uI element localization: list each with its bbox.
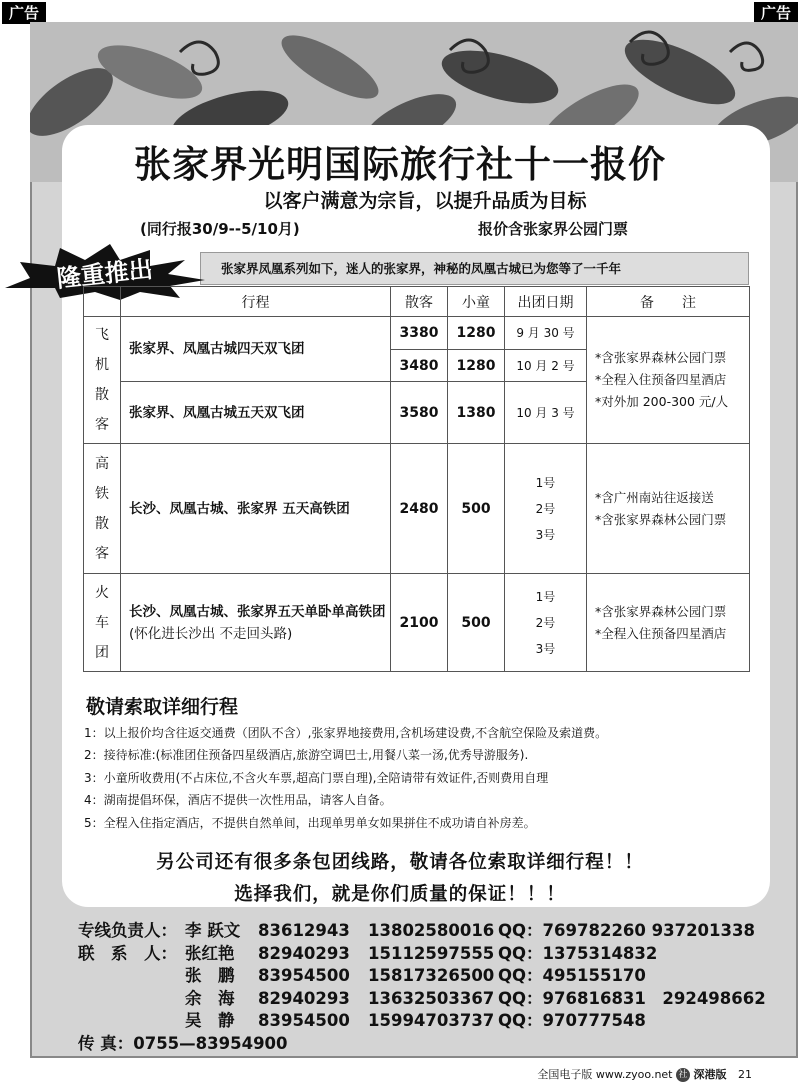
table-header-row <box>84 287 750 317</box>
adult-price: 3380 <box>391 317 448 350</box>
depart-dates: 1号 2号 3号 <box>505 574 587 672</box>
category-rail: 高 铁 散 客 <box>84 444 121 574</box>
page-footer <box>537 1066 752 1082</box>
adult-price: 2480 <box>391 444 448 574</box>
page-title: 张家界光明国际旅行社十一报价 <box>134 143 666 186</box>
edition-text: 全国电子版 www.zyoo.net <box>537 1068 673 1081</box>
list-item: 1：以上报价均含往返交通费（团队不含）,张家界地接费用,含机场建设费,不含航空保险及索道费。 <box>84 726 608 740</box>
promo-burst-label: 隆重推出 <box>55 255 154 293</box>
child-price: 1380 <box>448 382 505 444</box>
list-item: 3：小童所收费用(不占床位,不含火车票,超高门票自理),全陪请带有效证件,否则费用自理 <box>84 770 549 785</box>
slogan: 以客户满意为宗旨，以提升品质为目标 <box>263 190 587 212</box>
header-adult: 散客 <box>391 287 448 317</box>
child-price: 500 <box>448 444 505 574</box>
adult-price: 2100 <box>391 574 448 672</box>
terms-list <box>84 722 607 834</box>
series-banner: 张家界凤凰系列如下，迷人的张家界，神秘的凤凰古城已为您等了一千年 <box>200 252 749 285</box>
depart-date: 10 月 2 号 <box>505 350 587 382</box>
depart-date: 10 月 3 号 <box>505 382 587 444</box>
list-item: 5：全程入住指定酒店，不提供自然单间，出现单男单女如果拼住不成功请自补房差。 <box>84 815 536 830</box>
route-name: 长沙、凤凰古城、张家界五天单卧单高铁团(怀化进长沙出 不走回头路) <box>121 574 391 672</box>
header-child: 小童 <box>448 287 505 317</box>
notes-flight: *含张家界森林公园门票 *全程入住预备四星酒店 *对外加 200-300 元/人 <box>587 317 750 444</box>
category-train: 火 车 团 <box>84 574 121 672</box>
notes-train: *含张家界森林公园门票 *全程入住预备四星酒店 <box>587 574 750 672</box>
route-name: 张家界、凤凰古城四天双飞团 <box>121 317 391 382</box>
ad-tag-left: 广告 <box>2 2 46 24</box>
adult-price: 3480 <box>391 350 448 382</box>
logo-badge-icon: 社 <box>676 1068 690 1082</box>
header-date: 出团日期 <box>505 287 587 317</box>
category-flight: 飞 机 散 客 <box>84 317 121 444</box>
notes-rail: *含广州南站往返接送 *含张家界森林公园门票 <box>587 444 750 574</box>
depart-date: 9 月 30 号 <box>505 317 587 350</box>
depart-dates: 1号 2号 3号 <box>505 444 587 574</box>
adult-price: 3580 <box>391 382 448 444</box>
child-price: 1280 <box>448 350 505 382</box>
details-heading: 敬请索取详细行程 <box>86 696 239 718</box>
ad-tag-right: 广告 <box>754 2 798 24</box>
table-row <box>84 317 750 350</box>
region-label: 深港版 <box>693 1068 727 1081</box>
page-number: 21 <box>738 1068 752 1081</box>
price-table <box>83 286 750 672</box>
ticket-note: 报价含张家界公园门票 <box>478 220 629 238</box>
promo-line-1: 另公司还有很多条包团线路，敬请各位索取详细行程！！ <box>156 852 644 873</box>
promo-line-2: 选择我们，就是你们质量的保证！！！ <box>234 884 566 905</box>
list-item: 2：接待标准:(标准团住预备四星级酒店,旅游空调巴士,用餐八菜一汤,优秀导游服务). <box>84 748 529 763</box>
header-route: 行程 <box>121 287 391 317</box>
table-row <box>84 444 750 574</box>
header-notes: 备 注 <box>587 287 750 317</box>
table-row <box>84 574 750 672</box>
child-price: 1280 <box>448 317 505 350</box>
child-price: 500 <box>448 574 505 672</box>
route-name: 张家界、凤凰古城五天双飞团 <box>121 382 391 444</box>
list-item: 4：湖南提倡环保，酒店不提供一次性用品，请客人自备。 <box>84 793 392 808</box>
route-name: 长沙、凤凰古城、张家界 五天高铁团 <box>121 444 391 574</box>
peer-period: (同行报30/9--5/10月) <box>140 220 300 238</box>
